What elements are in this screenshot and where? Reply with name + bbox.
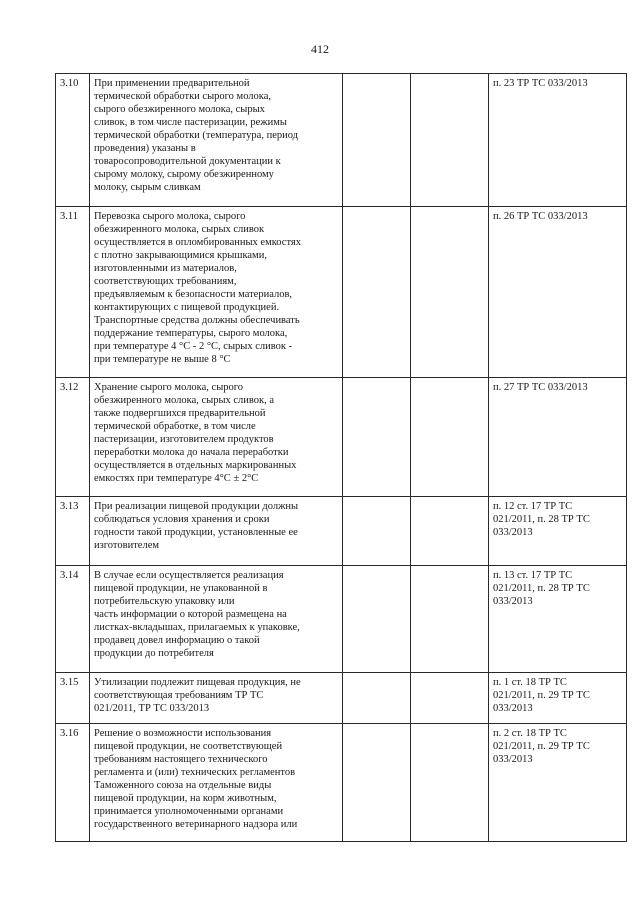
reference-text: п. 2 ст. 18 ТР ТС 021/2011, п. 29 ТР ТС 033/2013 — [489, 724, 627, 842]
row-number: 3.14 — [56, 566, 90, 673]
table-row — [56, 74, 627, 207]
requirement-text: Решение о возможности использования пищевой продукции, не соответствующей требованиям настоящего технического регламента и (или) технических регламентов Таможенного союза на отдельные виды пищевой продукции, на корм животным, принимается уполномоченными органами государственного ветеринарного надзора или — [90, 724, 343, 842]
row-number: 3.11 — [56, 207, 90, 378]
reference-text: п. 12 ст. 17 ТР ТС 021/2011, п. 28 ТР ТС 033/2013 — [489, 497, 627, 566]
empty-cell — [343, 74, 411, 207]
reference-text: п. 1 ст. 18 ТР ТС 021/2011, п. 29 ТР ТС 033/2013 — [489, 673, 627, 724]
row-number: 3.12 — [56, 378, 90, 497]
empty-cell — [411, 207, 489, 378]
empty-cell — [343, 566, 411, 673]
empty-cell — [343, 207, 411, 378]
page-number: 412 — [311, 42, 329, 56]
row-number: 3.16 — [56, 724, 90, 842]
row-number: 3.10 — [56, 74, 90, 207]
empty-cell — [343, 673, 411, 724]
requirement-text: В случае если осуществляется реализация пищевой продукции, не упакованной в потребительскую упаковку или часть информации о которой размещена на листках-вкладышах, прилагаемых к упаковке, продавец довел информацию о такой продукции до потребителя — [90, 566, 343, 673]
reference-text: п. 13 ст. 17 ТР ТС 021/2011, п. 28 ТР ТС 033/2013 — [489, 566, 627, 673]
empty-cell — [343, 497, 411, 566]
table-row — [56, 673, 627, 724]
empty-cell — [411, 566, 489, 673]
empty-cell — [411, 724, 489, 842]
row-number: 3.13 — [56, 497, 90, 566]
reference-text: п. 26 ТР ТС 033/2013 — [489, 207, 627, 378]
requirement-text: При применении предварительной термической обработки сырого молока, сырого обезжиренного молока, сырых сливок, в том числе пастеризации, режимы термической обработки (температура, период проведения) указаны в товаросопроводительной документации к сырому молоку, сырому обезжиренному молоку, сырым сливкам — [90, 74, 343, 207]
row-number: 3.15 — [56, 673, 90, 724]
requirement-text: Хранение сырого молока, сырого обезжиренного молока, сырых сливок, а также подвергшихся предварительной термической обработке, в том числе пастеризации, изготовителем продуктов переработки молока до начала переработки осуществляется в отдельных маркированных емкостях при температуре 4°С ± 2°С — [90, 378, 343, 497]
empty-cell — [411, 497, 489, 566]
requirements-table — [55, 73, 627, 842]
table-row — [56, 207, 627, 378]
requirement-text: При реализации пищевой продукции должны соблюдаться условия хранения и сроки годности такой продукции, установленные ее изготовителем — [90, 497, 343, 566]
empty-cell — [411, 74, 489, 207]
empty-cell — [411, 673, 489, 724]
table-row — [56, 378, 627, 497]
empty-cell — [343, 724, 411, 842]
table-row — [56, 724, 627, 842]
requirement-text: Перевозка сырого молока, сырого обезжиренного молока, сырых сливок осуществляется в опломбированных емкостях с плотно закрывающимися крышками, изготовленными из материалов, соответствующих требованиям, предъявляемым к безопасности материалов, контактирующих с пищевой продукцией. Транспортные средства должны обеспечивать поддержание температуры, сырого молока, при температуре 4 °С - 2 °С, сырых сливок - при температуре не выше 8 °С — [90, 207, 343, 378]
empty-cell — [343, 378, 411, 497]
table-row — [56, 566, 627, 673]
reference-text: п. 23 ТР ТС 033/2013 — [489, 74, 627, 207]
requirement-text: Утилизации подлежит пищевая продукция, не соответствующая требованиям ТР ТС 021/2011, ТР ТС 033/2013 — [90, 673, 343, 724]
reference-text: п. 27 ТР ТС 033/2013 — [489, 378, 627, 497]
empty-cell — [411, 378, 489, 497]
table-row — [56, 497, 627, 566]
